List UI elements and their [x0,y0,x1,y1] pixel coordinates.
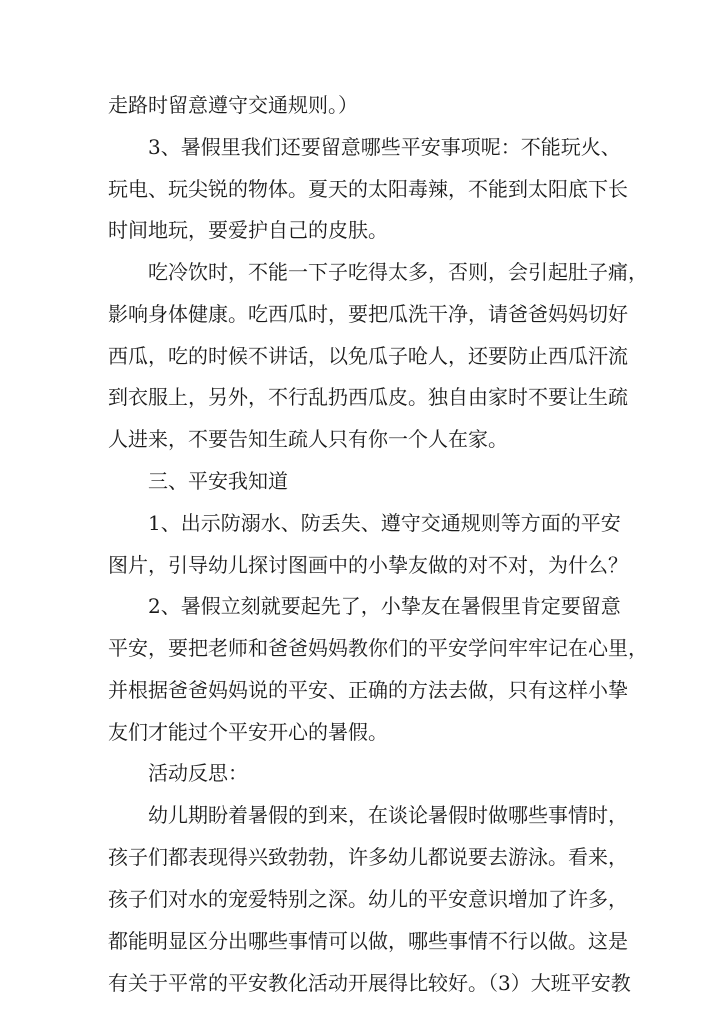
text-line: 孩子们都表现得兴致勃勃，许多幼儿都说要去游泳。看来， [108,845,628,869]
text-line: 2、暑假立刻就要起先了，小挚友在暑假里肯定要留意 [148,594,621,618]
text-line: 吃冷饮时，不能一下子吃得太多，否则，会引起肚子痛， [148,260,648,284]
text-line: 玩电、玩尖锐的物体。夏天的太阳毒辣，不能到太阳底下长 [108,177,628,201]
text-line: 都能明显区分出哪些事情可以做，哪些事情不行以做。这是 [108,929,628,953]
text-line: 到衣服上，另外，不行乱扔西瓜皮。独自由家时不要让生疏 [108,385,628,409]
section-heading: 三、平安我知道 [148,469,288,493]
text-line: 1、出示防溺水、防丢失、遵守交通规则等方面的平安 [148,511,621,535]
text-line: 幼儿期盼着暑假的到来，在谈论暑假时做哪些事情时， [148,803,628,827]
text-line: 并根据爸爸妈妈说的平安、正确的方法去做，只有这样小挚 [108,678,628,702]
text-line: 平安，要把老师和爸爸妈妈教你们的平安学问牢牢记在心里， [108,636,648,660]
text-line: 走路时留意遵守交通规则。） [108,93,358,117]
text-line: 西瓜，吃的时候不讲话，以免瓜子呛人，还要防止西瓜汗流 [108,344,628,368]
text-line: 影响身体健康。吃西瓜时，要把瓜洗干净，请爸爸妈妈切好 [108,302,628,326]
text-line: 孩子们对水的宠爱特别之深。幼儿的平安意识增加了许多， [108,887,628,911]
text-line: 友们才能过个平安开心的暑假。 [108,720,388,744]
text-line: 人进来，不要告知生疏人只有你一个人在家。 [108,427,508,451]
text-line: 有关于平常的平安教化活动开展得比较好。（3）大班平安教 [108,971,631,995]
text-line: 时间地玩，要爱护自己的皮肤。 [108,218,388,242]
section-heading: 活动反思： [148,761,248,785]
text-line: 图片，引导幼儿探讨图画中的小挚友做的对不对，为什么？ [108,553,628,577]
text-line: 3、暑假里我们还要留意哪些平安事项呢：不能玩火、 [148,135,621,159]
